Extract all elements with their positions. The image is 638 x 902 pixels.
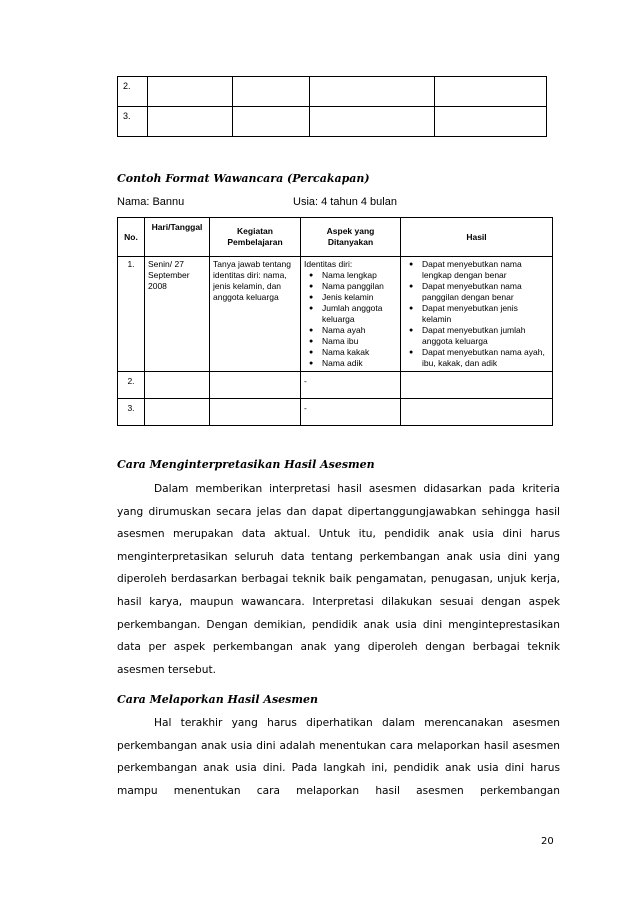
reporting-paragraph: [117, 712, 560, 802]
row-aspects: -: [301, 399, 401, 426]
child-age: Usia: 4 tahun 4 bulan: [293, 196, 397, 208]
table-row: [118, 107, 547, 137]
paragraph-text: Hal terakhir yang harus diperhatikan dalam merencanakan asesmen perkembangan anak usia dini adalah menentukan cara melaporkan hasil asesmen perkembangan anak usia dini. Pada langkah ini, pendidik anak usia dini harus mampu menentukan cara melaporkan hasil asesmen perkembangan: [117, 717, 560, 797]
list-item: ● Jenis kelamin: [322, 292, 397, 303]
header-result: Hasil: [401, 218, 553, 257]
section-heading-reporting: Cara Melaporkan Hasil Asesmen: [117, 693, 318, 706]
table-row: [118, 77, 547, 107]
list-item: ● Nama lengkap: [322, 270, 397, 281]
list-item: ● Jumlah anggota keluarga: [322, 303, 397, 325]
row-activity: Tanya jawab tentang identitas diri: nama, jenis kelamin, dan anggota keluarga: [210, 257, 301, 372]
list-item: ● Nama panggilan: [322, 281, 397, 292]
table-row: [118, 257, 553, 372]
list-item: ● Dapat menyebutkan jenis kelamin: [422, 303, 549, 325]
header-date: Hari/Tanggal: [145, 218, 210, 257]
table-header-row: [118, 218, 553, 257]
page-number: 20: [541, 836, 554, 847]
header-activity: Kegiatan Pembelajaran: [210, 218, 301, 257]
row-number: 3.: [118, 107, 148, 137]
list-item: ● Nama kakak: [322, 347, 397, 358]
row-aspects: -: [301, 372, 401, 399]
result-list: [404, 259, 549, 369]
child-name: Nama: Bannu: [117, 196, 185, 208]
row-aspects: [301, 257, 401, 372]
interview-table: [117, 217, 553, 426]
list-item: ● Nama adik: [322, 358, 397, 369]
aspect-list: [304, 270, 397, 369]
list-item: ● Nama ibu: [322, 336, 397, 347]
aspect-intro: Identitas diri:: [304, 259, 353, 269]
top-table: [117, 76, 547, 137]
list-item: ● Dapat menyebutkan nama lengkap dengan benar: [422, 259, 549, 281]
paragraph-text: Dalam memberikan interpretasi hasil asesmen didasarkan pada kriteria yang dirumuskan secara jelas dan dapat dipertanggungjawabkan sehingga hasil asesmen merupakan data aktual. Untuk itu, pendidik anak usia dini harus menginterpretasikan seluruh data tentang perkembangan anak usia dini yang diperoleh berdasarkan berbagai teknik baik pengamatan, penugasan, unjuk kerja, hasil karya, maupun wawancara. Interpretasi dilakukan sesuai dengan aspek perkembangan. Dengan demikian, pendidik anak usia dini menginteprestasikan data per aspek perkembangan anak yang diperoleh dengan berbagai teknik asesmen tersebut.: [117, 483, 560, 676]
row-number: 3.: [118, 399, 145, 426]
list-item: ● Dapat menyebutkan nama ayah, ibu, kakak, dan adik: [422, 347, 549, 369]
header-no: No.: [118, 218, 145, 257]
list-item: ● Dapat menyebutkan jumlah anggota keluarga: [422, 325, 549, 347]
row-date: Senin/ 27 September 2008: [145, 257, 210, 372]
row-results: [401, 257, 553, 372]
interview-format-heading: Contoh Format Wawancara (Percakapan): [117, 172, 370, 185]
header-aspect: Aspek yang Ditanyakan: [301, 218, 401, 257]
section-heading-interpretation: Cara Menginterpretasikan Hasil Asesmen: [117, 458, 375, 471]
interpretation-paragraph: [117, 478, 560, 681]
row-number: 2.: [118, 77, 148, 107]
list-item: ● Nama ayah: [322, 325, 397, 336]
row-number: 2.: [118, 372, 145, 399]
table-row: [118, 399, 553, 426]
list-item: ● Dapat menyebutkan nama panggilan dengan benar: [422, 281, 549, 303]
row-number: 1.: [118, 257, 145, 372]
table-row: [118, 372, 553, 399]
